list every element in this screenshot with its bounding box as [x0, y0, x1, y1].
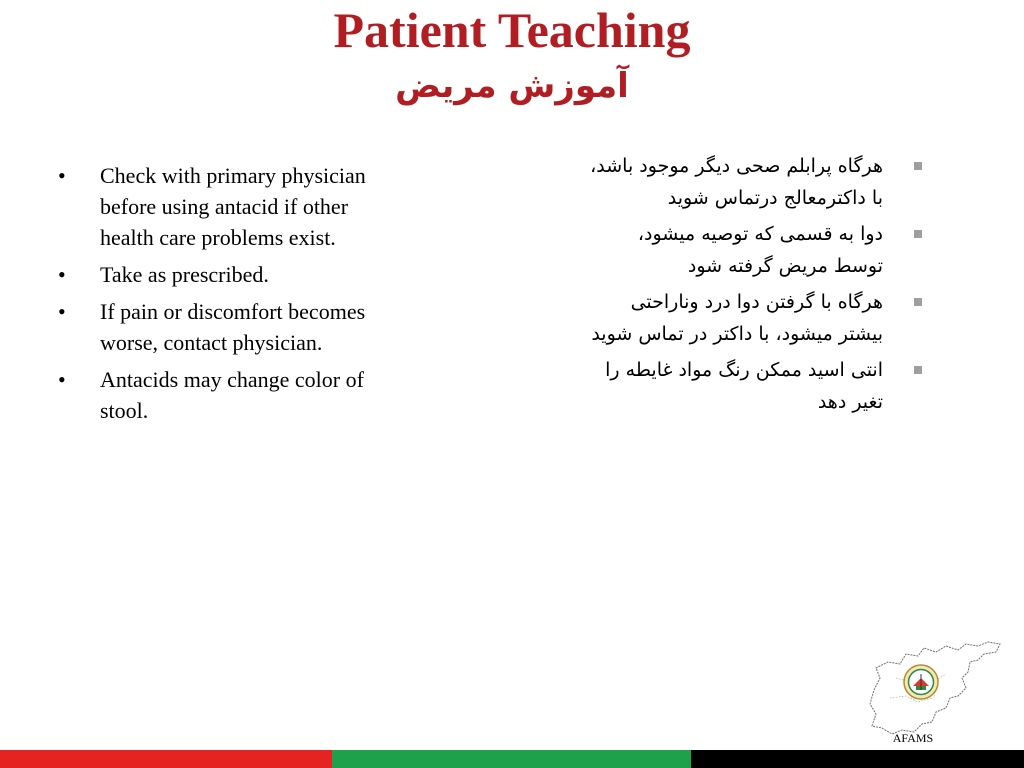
list-item-text: Antacids may change color of stool. [100, 367, 364, 423]
list-item [585, 286, 930, 350]
slide-subtitle: آموزش مریض [395, 66, 629, 106]
list-item [585, 150, 930, 214]
flag-green-segment [332, 748, 691, 768]
list-item [55, 364, 390, 426]
list-item-text: انتی اسید ممکن رنگ مواد غایطه را تغیر دهد [605, 359, 883, 413]
afams-label: AFAMS [892, 731, 934, 745]
square-bullet-icon [914, 366, 922, 374]
english-bullet-list [55, 160, 390, 432]
list-item [585, 354, 930, 418]
bullet-dot-icon: • [58, 262, 66, 287]
bullet-dot-icon: • [58, 299, 66, 324]
dari-bullet-list [585, 150, 930, 422]
list-item-text: هرگاه پرابلم صحی دیگر موجود باشد، با داکترمعالج درتماس شوید [590, 155, 883, 209]
flag-black-segment [691, 748, 1024, 768]
slide-title: Patient Teaching [333, 2, 691, 58]
list-item [55, 296, 390, 358]
square-bullet-icon [914, 298, 922, 306]
list-item-text: If pain or discomfort becomes worse, contact physician. [100, 299, 366, 355]
list-item-text: هرگاه با گرفتن دوا درد وناراحتی بیشتر میشود، با داکتر در تماس شوید [591, 291, 883, 345]
list-item-text: Take as prescribed. [100, 262, 269, 287]
afams-emblem-icon [903, 664, 939, 700]
list-item [55, 160, 390, 253]
square-bullet-icon [914, 230, 922, 238]
list-item-text: Check with primary physician before using antacid if other health care problems exist. [100, 163, 366, 250]
bullet-dot-icon: • [58, 367, 66, 392]
bullet-dot-icon: • [58, 163, 66, 188]
list-item [55, 259, 390, 290]
list-item [585, 218, 930, 282]
list-item-text: دوا به قسمی که توصیه میشود، توسط مریض گرفته شود [637, 223, 883, 277]
flag-red-segment [0, 748, 332, 768]
flag-color-bar [0, 748, 1024, 768]
square-bullet-icon [914, 162, 922, 170]
